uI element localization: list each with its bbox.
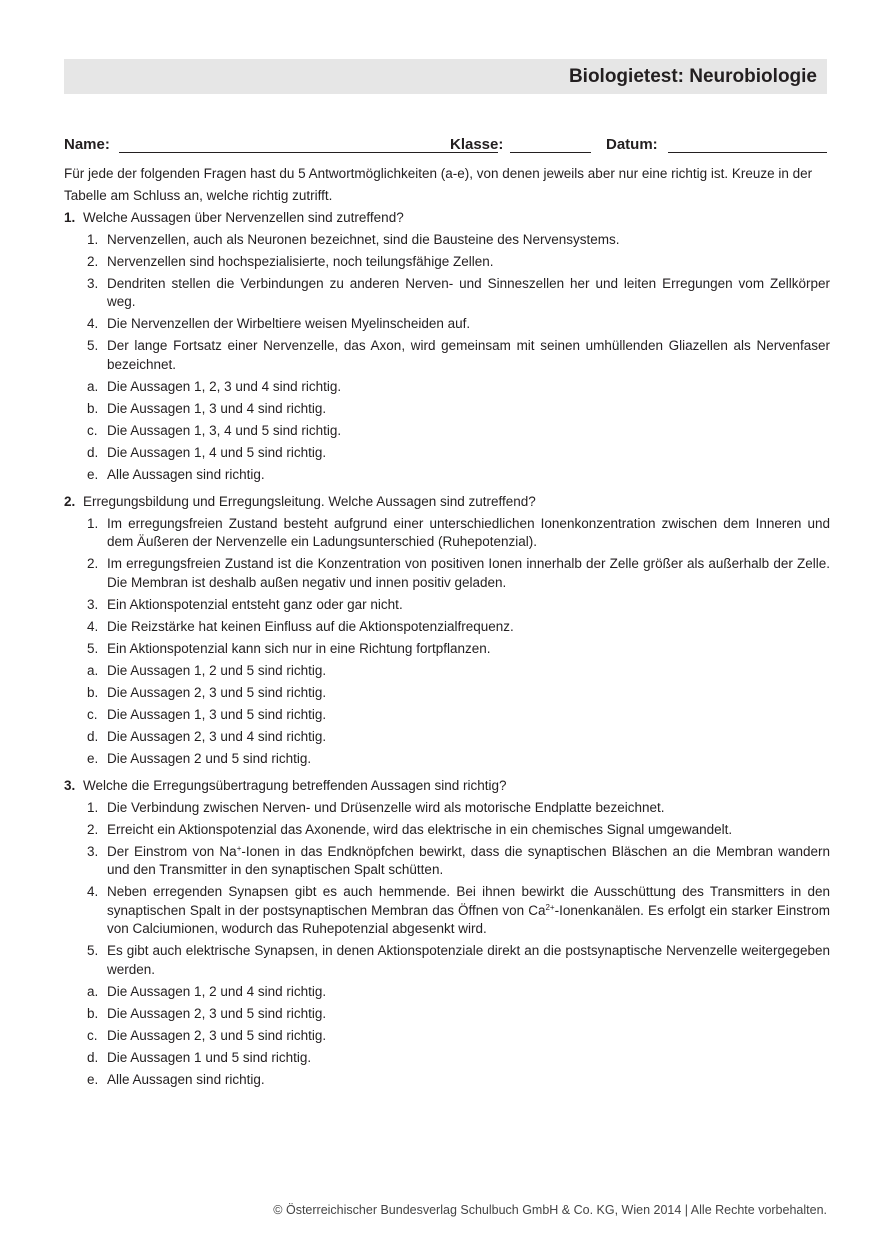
statement-text-part: -Ionen in das Endknöpfchen bewirkt, dass die synaptischen Bläschen an die Membran wandern und den Transmitter in den synaptischen Spalt schütten. — [107, 843, 831, 877]
option-text: Die Aussagen 1, 3, 4 und 5 sind richtig. — [107, 422, 342, 438]
statement-marker: 3. — [87, 275, 99, 291]
class-field[interactable] — [510, 152, 591, 153]
statement-marker: 1. — [87, 231, 99, 247]
statement-item — [64, 618, 830, 637]
option-text: Die Aussagen 1, 4 und 5 sind richtig. — [107, 444, 327, 460]
question-text: Welche die Erregungsübertragung betreffenden Aussagen sind richtig? — [83, 778, 507, 793]
answer-option — [64, 983, 830, 1002]
answer-option — [64, 466, 830, 485]
question-number: 2. — [64, 494, 76, 509]
answer-option — [64, 1027, 830, 1046]
question-text: Erregungsbildung und Erregungsleitung. Welche Aussagen sind zutreffend? — [83, 494, 536, 509]
statement-item — [64, 799, 830, 818]
statement-text: Der lange Fortsatz einer Nervenzelle, das Axon, wird gemeinsam mit seinen umhüllenden Gliazellen als Nervenfaser bezeichnet. — [107, 338, 830, 372]
statement-text — [107, 844, 830, 878]
question-text: Welche Aussagen über Nervenzellen sind zutreffend? — [83, 210, 404, 225]
answer-option — [64, 750, 830, 769]
option-marker: c. — [87, 422, 98, 438]
statement-text: Dendriten stellen die Verbindungen zu anderen Nerven- und Sinneszellen her und leiten Erregungen vom Zellkörper weg. — [107, 275, 830, 309]
option-marker: a. — [87, 983, 99, 999]
answer-option — [64, 1049, 830, 1068]
option-marker: e. — [87, 750, 99, 766]
student-info-row — [64, 134, 827, 156]
statement-item — [64, 231, 830, 250]
answer-option — [64, 706, 830, 725]
instructions: Für jede der folgenden Fragen hast du 5 Antwortmöglichkeiten (a-e), von denen jeweils aber nur eine richtig ist. Kreuze in der Tabelle am Schluss an, welche richtig zutrifft. — [64, 166, 813, 203]
question-3 — [64, 777, 830, 1089]
option-marker: d. — [87, 728, 99, 744]
question-number: 3. — [64, 778, 76, 793]
date-label: Datum: — [606, 136, 658, 153]
answer-option — [64, 728, 830, 747]
statement-text: Erreicht ein Aktionspotenzial das Axonende, wird das elektrische in ein chemisches Signal umgewandelt. — [107, 821, 733, 837]
option-text: Die Aussagen 1, 3 und 5 sind richtig. — [107, 706, 327, 722]
answer-option — [64, 378, 830, 397]
statement-marker: 4. — [87, 884, 99, 899]
name-label: Name: — [64, 136, 110, 153]
option-marker: a. — [87, 662, 99, 678]
question-2 — [64, 493, 830, 768]
option-marker: b. — [87, 684, 99, 700]
statement-marker: 5. — [87, 640, 99, 656]
option-text: Die Aussagen 1, 2 und 5 sind richtig. — [107, 662, 327, 678]
ion-charge: + — [236, 843, 242, 853]
option-text: Die Aussagen 2, 3 und 5 sind richtig. — [107, 684, 327, 700]
option-text: Die Aussagen 2 und 5 sind richtig. — [107, 750, 312, 766]
option-marker: b. — [87, 400, 99, 416]
option-text: Die Aussagen 1 und 5 sind richtig. — [107, 1049, 312, 1065]
option-text: Die Aussagen 2, 3 und 5 sind richtig. — [107, 1027, 327, 1043]
statement-marker: 1. — [87, 515, 99, 531]
class-label: Klasse: — [450, 136, 504, 153]
statement-item — [64, 315, 830, 334]
statement-text: Es gibt auch elektrische Synapsen, in denen Aktionspotenziale direkt an die postsynaptische Nervenzelle weitergegeben werden. — [107, 943, 830, 977]
statement-marker: 3. — [87, 596, 99, 612]
statement-item — [64, 515, 830, 552]
option-marker: c. — [87, 1027, 98, 1043]
option-marker: e. — [87, 1071, 99, 1087]
option-text: Die Aussagen 2, 3 und 4 sind richtig. — [107, 728, 327, 744]
option-marker: d. — [87, 1049, 99, 1065]
statement-marker: 1. — [87, 799, 99, 815]
answer-option — [64, 1071, 830, 1090]
statement-item — [64, 253, 830, 272]
statement-marker: 4. — [87, 316, 99, 331]
statement-text-part: -Ionenkanälen. Es erfolgt ein starker Einstrom von Calciumionen, wodurch das Ruhepotenzial abgesenkt wird. — [107, 902, 830, 936]
copyright-footer: © Österreichischer Bundesverlag Schulbuch GmbH & Co. KG, Wien 2014 | Alle Rechte vorbehalten. — [273, 1203, 827, 1217]
statement-text: Die Nervenzellen der Wirbeltiere weisen Myelinscheiden auf. — [107, 316, 471, 331]
option-text: Die Aussagen 2, 3 und 5 sind richtig. — [107, 1005, 327, 1021]
question-1 — [64, 209, 830, 484]
option-text: Alle Aussagen sind richtig. — [107, 466, 265, 482]
statement-text: Ein Aktionspotenzial entsteht ganz oder gar nicht. — [107, 596, 403, 612]
statement-item — [64, 640, 830, 659]
statement-text: Im erregungsfreien Zustand ist die Konzentration von positiven Ionen innerhalb der Zelle größer als außerhalb der Zelle. Die Membran ist deshalb außen negativ und innen positiv geladen. — [107, 556, 830, 590]
statement-text: Nervenzellen sind hochspezialisierte, noch teilungsfähige Zellen. — [107, 253, 494, 269]
statement-marker: 4. — [87, 618, 99, 634]
statement-text-part: Neben erregenden Synapsen gibt es auch hemmende. Bei ihnen bewirkt die Ausschüttung des Transmitters in den synaptischen Spalt in der postsynaptischen Membran das Öffnen von Ca — [107, 884, 830, 918]
statement-item — [64, 337, 830, 374]
option-marker: c. — [87, 706, 98, 722]
question-heading — [64, 777, 830, 796]
option-text: Alle Aussagen sind richtig. — [107, 1071, 265, 1087]
statement-text-part: Der Einstrom von Na — [107, 843, 237, 859]
option-text: Die Aussagen 1, 2 und 4 sind richtig. — [107, 983, 327, 999]
answer-option — [64, 444, 830, 463]
option-text: Die Aussagen 1, 3 und 4 sind richtig. — [107, 400, 327, 416]
statement-item — [64, 555, 830, 592]
ion-charge: 2+ — [545, 902, 555, 912]
statement-text: Die Reizstärke hat keinen Einfluss auf die Aktionspotenzialfrequenz. — [107, 618, 514, 634]
answer-option — [64, 422, 830, 441]
statement-marker: 5. — [87, 338, 99, 353]
statement-text: Ein Aktionspotenzial kann sich nur in eine Richtung fortpflanzen. — [107, 640, 491, 656]
title-bar — [64, 59, 827, 94]
page-title: Biologietest: Neurobiologie — [568, 65, 817, 87]
statement-item — [64, 942, 830, 979]
statement-item — [64, 275, 830, 312]
statement-text: Die Verbindung zwischen Nerven- und Drüsenzelle wird als motorische Endplatte bezeichnet. — [107, 799, 665, 815]
statement-marker: 2. — [87, 556, 99, 571]
option-marker: a. — [87, 378, 99, 394]
statement-marker: 2. — [87, 821, 99, 837]
statement-text — [107, 884, 830, 936]
statement-item — [64, 843, 830, 880]
option-marker: b. — [87, 1005, 99, 1021]
questions-section — [64, 209, 830, 1098]
statement-item — [64, 883, 830, 939]
date-field[interactable] — [668, 152, 827, 153]
option-text: Die Aussagen 1, 2, 3 und 4 sind richtig. — [107, 378, 342, 394]
statement-marker: 3. — [87, 843, 99, 859]
statement-text: Im erregungsfreien Zustand besteht aufgrund einer unterschiedlichen Ionenkonzentration zwischen dem Inneren und dem Äußeren der Nervenzelle ein Ladungsunterschied (Ruhepotenzial). — [107, 515, 830, 549]
statement-item — [64, 821, 830, 840]
option-marker: e. — [87, 466, 99, 482]
statement-text: Nervenzellen, auch als Neuronen bezeichnet, sind die Bausteine des Nervensystems. — [107, 231, 620, 247]
option-marker: d. — [87, 444, 99, 460]
question-heading — [64, 493, 830, 512]
answer-option — [64, 400, 830, 419]
statement-marker: 2. — [87, 253, 99, 269]
answer-option — [64, 684, 830, 703]
answer-option — [64, 662, 830, 681]
name-field[interactable] — [119, 152, 498, 153]
question-number: 1. — [64, 210, 76, 225]
statement-item — [64, 596, 830, 615]
question-heading — [64, 209, 830, 228]
statement-marker: 5. — [87, 943, 99, 958]
answer-option — [64, 1005, 830, 1024]
